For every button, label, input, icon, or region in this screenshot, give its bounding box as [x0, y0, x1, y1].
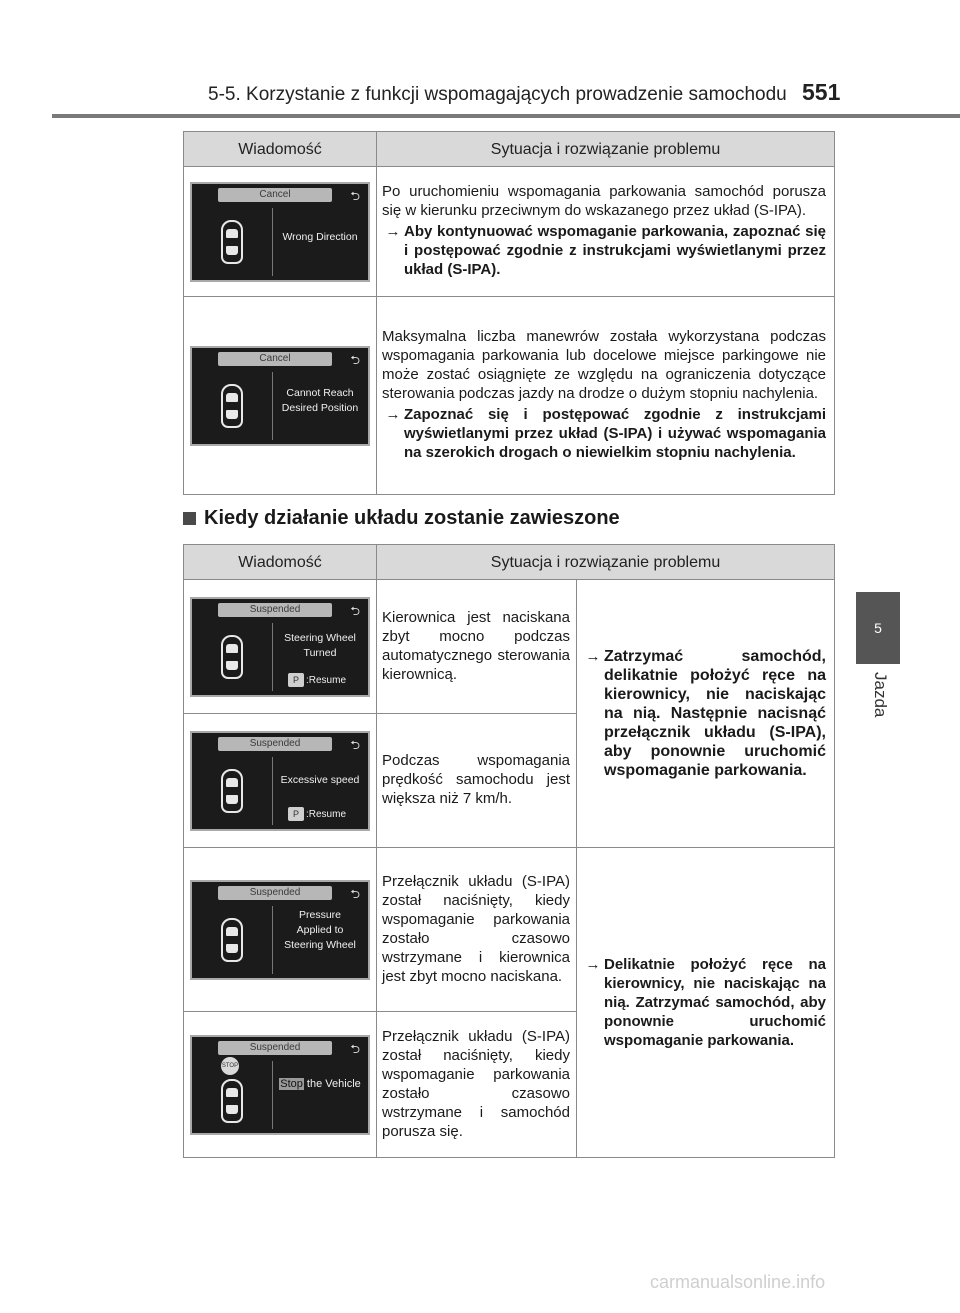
screen-divider — [272, 623, 273, 691]
situation-text: Kierownica jest naciskana zbyt mocno podczas automatycznego sterowania kierownicą. — [382, 608, 570, 683]
situation-cell — [377, 580, 577, 714]
situation-text: Po uruchomieniu wspomagania parkowania samochód porusza się w kierunku przeciwnym do wskazanego przez układ (S-IPA). — [382, 183, 826, 219]
screen-cell — [184, 580, 377, 714]
section-heading — [183, 507, 620, 530]
arrow-icon: → — [385, 406, 401, 423]
situation-cell — [377, 1012, 577, 1158]
page-header-title: 5-5. Korzystanie z funkcji wspomagających prowadzenie samochodu — [208, 84, 787, 105]
situation-text: Podczas wspomagania prędkość samochodu jest większa niż 7 km/h. — [382, 752, 570, 807]
page-number: 551 — [802, 79, 841, 105]
square-bullet-icon — [183, 512, 196, 525]
situation-text: Maksymalna liczba manewrów została wykorzystana podczas wspomagania parkowania lub docelowe miejsce parkingowe nie może zostać osiągnięte ze względu na ograniczenia dotyczące sterowania podczas jazdy na drodze o dużym stopniu nachylenia. — [382, 328, 826, 402]
car-icon — [221, 918, 243, 962]
screen-cell — [184, 714, 377, 848]
car-icon — [221, 635, 243, 679]
car-icon — [221, 1079, 243, 1123]
screen-message-line: Cannot Reach — [286, 386, 354, 399]
table-row — [184, 297, 835, 495]
action-text: Zapoznać się i postępować zgodnie z instrukcjami wyświetlanymi przez układ (S-IPA) i używać wspomagania na szerokich drogach o niewielkim stopniu nachylenia. — [404, 406, 826, 461]
car-icon — [221, 384, 243, 428]
back-icon: ⮌ — [350, 886, 360, 901]
header-message: Wiadomość — [184, 132, 377, 167]
situation-text: Przełącznik układu (S-IPA) został naciśnięty, kiedy wspomaganie parkowania zostało czasowo wstrzymane i kierownica jest zbyt mocno naciskana. — [382, 872, 570, 985]
screen-cell — [184, 167, 377, 297]
screen-message-line: Desired Position — [281, 401, 359, 414]
header-situation: Sytuacja i rozwiązanie problemu — [377, 132, 835, 167]
screen-divider — [272, 906, 273, 974]
action-cell — [577, 848, 835, 1158]
back-icon: ⮌ — [350, 188, 360, 203]
chapter-tab: 5 — [856, 592, 900, 664]
screen-message-line: Steering Wheel — [284, 631, 356, 644]
table-header-row — [184, 132, 835, 167]
screen-top-bar: Cancel — [218, 188, 332, 202]
screen-message-line: Excessive speed — [280, 773, 360, 786]
screen-top-bar: Cancel — [218, 352, 332, 366]
table-row — [184, 580, 835, 714]
table-row — [184, 848, 835, 1012]
table-header-row — [184, 545, 835, 580]
screen-message — [276, 230, 364, 245]
display-screen — [190, 597, 370, 697]
back-icon: ⮌ — [350, 603, 360, 618]
section-title: Kiedy działanie układu zostanie zawieszone — [204, 507, 620, 529]
screen-message-line: Applied to — [296, 923, 344, 936]
stop-sign-icon: STOP — [221, 1057, 239, 1075]
chapter-label: Jazda — [871, 672, 890, 718]
screen-divider — [272, 372, 273, 440]
screen-message — [276, 1077, 364, 1092]
screen-message — [276, 386, 364, 416]
header-situation: Sytuacja i rozwiązanie problemu — [377, 545, 835, 580]
screen-message-line: Wrong Direction — [282, 230, 358, 243]
screen-message-line: the Vehicle — [303, 1077, 361, 1090]
display-screen — [190, 880, 370, 980]
screen-cell — [184, 1012, 377, 1158]
watermark: carmanualsonline.info — [650, 1272, 826, 1292]
screen-message — [276, 631, 364, 661]
display-screen — [190, 1035, 370, 1135]
resume-label: :Resume — [306, 674, 347, 686]
arrow-icon: → — [385, 223, 401, 240]
action-cell — [577, 580, 835, 848]
situation-cell — [377, 167, 835, 297]
back-icon: ⮌ — [350, 352, 360, 367]
screen-message-line: Pressure — [298, 908, 341, 921]
screen-top-bar: Suspended — [218, 1041, 332, 1055]
resume-hint — [288, 671, 346, 690]
back-icon: ⮌ — [350, 737, 360, 752]
screen-top-bar: Suspended — [218, 886, 332, 900]
display-screen — [190, 731, 370, 831]
stop-highlight: Stop — [280, 1077, 303, 1090]
screen-divider — [272, 208, 273, 276]
message-table-2 — [183, 544, 835, 1158]
screen-message — [276, 908, 364, 953]
screen-message — [276, 773, 364, 788]
action-text: Delikatnie położyć ręce na kierownicy, nie naciskając na nią. Zatrzymać samochód, aby ponownie uruchomić wspomaganie parkowania. — [604, 956, 826, 1049]
situation-cell — [377, 297, 835, 495]
parking-assist-icon: P — [288, 673, 304, 687]
screen-divider — [272, 757, 273, 825]
arrow-icon: → — [585, 648, 601, 665]
screen-cell — [184, 848, 377, 1012]
screen-message-line: Turned — [303, 646, 337, 659]
car-icon — [221, 220, 243, 264]
message-table-1 — [183, 131, 835, 495]
action-text: Zatrzymać samochód, delikatnie położyć ręce na kierownicy, nie naciskając na nią. Następnie nacisnąć przełącznik układu (S-IPA), aby ponownie uruchomić wspomaganie parkowania. — [604, 648, 826, 779]
situation-text: Przełącznik układu (S-IPA) został naciśnięty, kiedy wspomaganie parkowania zostało czasowo wstrzymane i samochód porusza się. — [382, 1027, 570, 1140]
header-message: Wiadomość — [184, 545, 377, 580]
display-screen — [190, 346, 370, 446]
car-icon — [221, 769, 243, 813]
arrow-icon: → — [585, 956, 601, 973]
situation-cell — [377, 714, 577, 848]
screen-top-bar: Suspended — [218, 737, 332, 751]
screen-message-line: Steering Wheel — [284, 938, 356, 951]
header-rule — [52, 114, 960, 118]
resume-hint — [288, 805, 346, 824]
screen-divider — [272, 1061, 273, 1129]
back-icon: ⮌ — [350, 1041, 360, 1056]
action-text: Aby kontynuować wspomaganie parkowania, zapoznać się i postępować zgodnie z instrukcjami wyświetlanymi przez układ (S-IPA). — [404, 223, 826, 278]
situation-cell — [377, 848, 577, 1012]
table-row — [184, 167, 835, 297]
resume-label: :Resume — [306, 808, 347, 820]
display-screen — [190, 182, 370, 282]
screen-cell — [184, 297, 377, 495]
parking-assist-icon: P — [288, 807, 304, 821]
screen-top-bar: Suspended — [218, 603, 332, 617]
